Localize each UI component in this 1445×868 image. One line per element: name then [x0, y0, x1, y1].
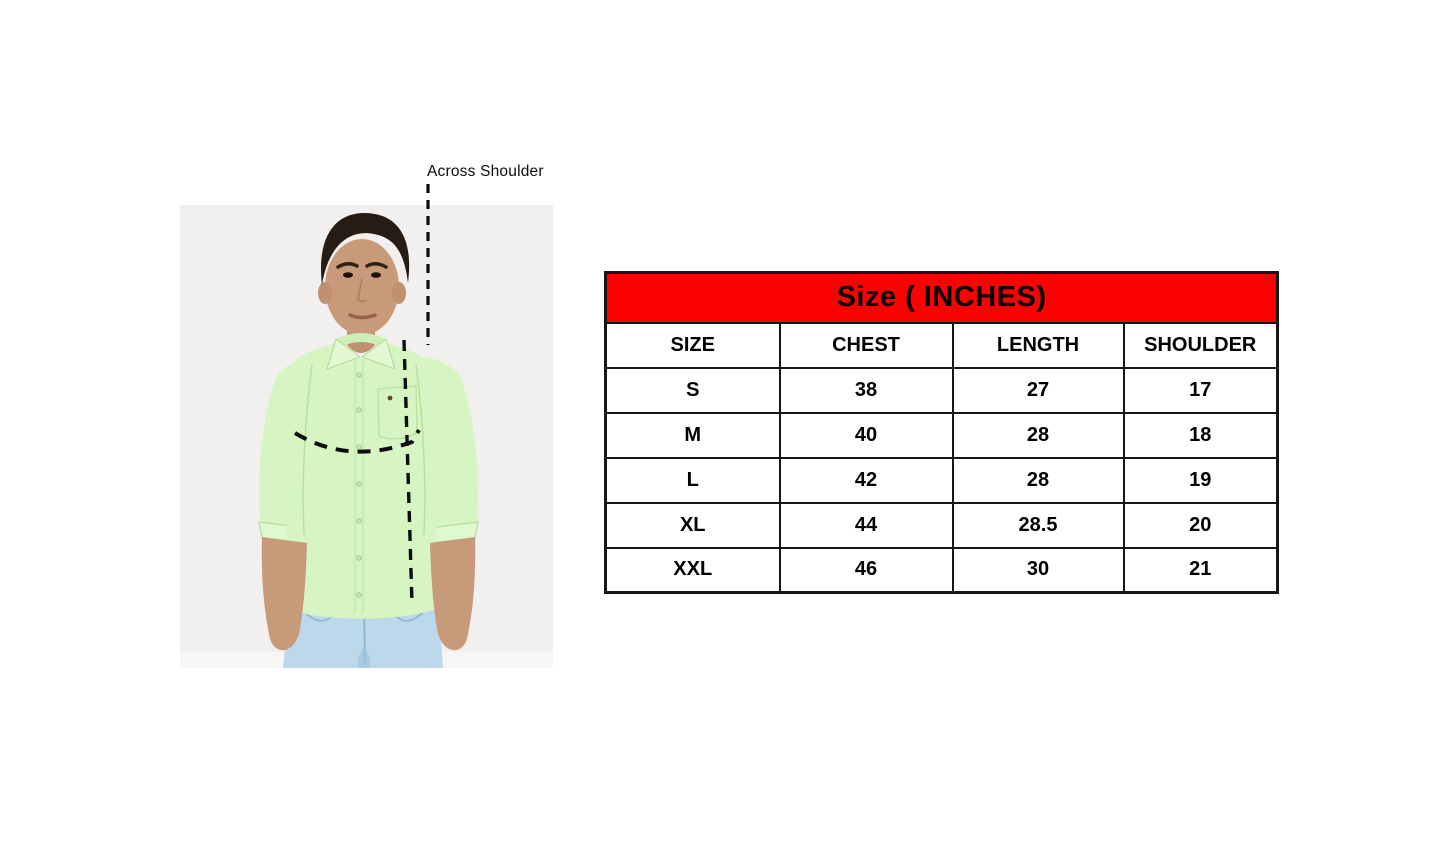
- size-table: [604, 271, 1279, 594]
- table-row-xl: [606, 503, 1278, 548]
- cell-chest: 46: [780, 548, 953, 593]
- cell-chest: 40: [780, 413, 953, 458]
- model-ear-left: [318, 282, 332, 304]
- model-photo: [180, 205, 553, 668]
- cell-shoulder: 17: [1124, 368, 1278, 413]
- cell-size: XL: [606, 503, 780, 548]
- cell-length: 30: [953, 548, 1124, 593]
- cell-shoulder: 20: [1124, 503, 1278, 548]
- table-row-l: [606, 458, 1278, 503]
- model-ear-right: [392, 282, 406, 304]
- cell-chest: 42: [780, 458, 953, 503]
- cell-shoulder: 18: [1124, 413, 1278, 458]
- cell-size: L: [606, 458, 780, 503]
- model-illustration: [180, 205, 553, 668]
- cell-length: 28: [953, 458, 1124, 503]
- model-eye-left: [343, 272, 353, 278]
- shirt-torso: [285, 343, 437, 619]
- size-table-header-row: [606, 323, 1278, 368]
- size-table-title-row: [606, 273, 1278, 323]
- table-row-s: [606, 368, 1278, 413]
- size-table-title: Size ( INCHES): [606, 273, 1278, 323]
- cell-size: XXL: [606, 548, 780, 593]
- table-row-xxl: [606, 548, 1278, 593]
- col-header-shoulder: SHOULDER: [1124, 323, 1278, 368]
- col-header-length: LENGTH: [953, 323, 1124, 368]
- cell-length: 28: [953, 413, 1124, 458]
- cell-size: S: [606, 368, 780, 413]
- cell-chest: 38: [780, 368, 953, 413]
- cell-shoulder: 21: [1124, 548, 1278, 593]
- model-face: [325, 239, 399, 335]
- cell-size: M: [606, 413, 780, 458]
- shirt-pocket-button: [388, 396, 393, 401]
- cell-chest: 44: [780, 503, 953, 548]
- cell-length: 27: [953, 368, 1124, 413]
- table-row-m: [606, 413, 1278, 458]
- model-eye-right: [371, 272, 381, 278]
- col-header-chest: CHEST: [780, 323, 953, 368]
- cell-length: 28.5: [953, 503, 1124, 548]
- cell-shoulder: 19: [1124, 458, 1278, 503]
- col-header-size: SIZE: [606, 323, 780, 368]
- across-shoulder-label: Across Shoulder: [427, 163, 544, 180]
